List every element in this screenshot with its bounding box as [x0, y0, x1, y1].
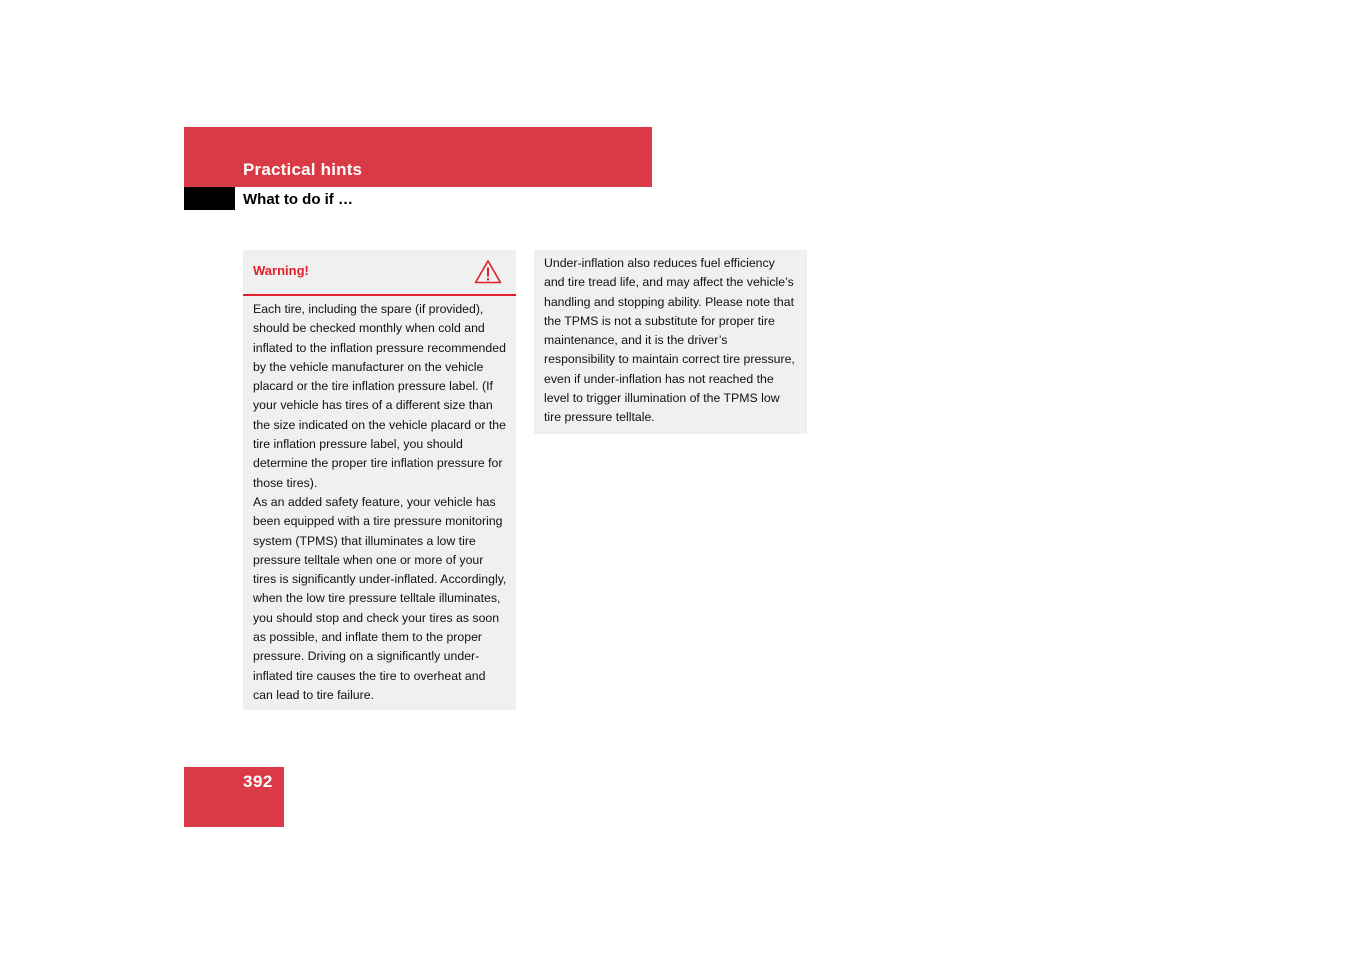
warning-label: Warning!	[253, 263, 309, 278]
info-box	[534, 250, 807, 434]
info-body	[534, 250, 807, 428]
section-title: Practical hints	[243, 160, 363, 179]
warning-paragraph: As an added safety feature, your vehicle has been equipped with a tire pressure monitoring system (TPMS) that illuminates a low tire pressure telltale when one or more of your tires is significantly under-inflated. Accordingly, when the low tire pressure telltale illuminates, you should stop and check your tires as soon as possible, and inflate them to the proper pressure. Driving on a significantly under-inflated tire causes the tire to overheat and can lead to tire failure.	[253, 494, 507, 702]
warning-header	[243, 250, 516, 296]
page-number: 392	[243, 772, 273, 791]
warning-body	[243, 296, 516, 705]
page-number-box	[184, 767, 284, 827]
warning-box	[243, 250, 516, 710]
info-paragraph: Under-inflation also reduces fuel efficiency and tire tread life, and may affect the vehicle’s handling and stopping ability. Please note that the TPMS is not a substitute for proper tire maintenance, and it is the driver’s responsibility to maintain correct tire pressure, even if under-inflation has not reached the level to trigger illumination of the TPMS low tire pressure telltale.	[544, 256, 795, 425]
warning-paragraph: Each tire, including the spare (if provided), should be checked monthly when cold and inflated to the inflation pressure recommended by the vehicle manufacturer on the vehicle placard or the tire inflation pressure label. (If your vehicle has tires of a different size than the size indicated on the vehicle placard or the tire inflation pressure label, you should determine the proper tire inflation pressure for those tires).	[253, 302, 506, 490]
section-tab-marker	[184, 187, 235, 210]
warning-triangle-icon	[474, 259, 502, 284]
subsection-title: What to do if …	[243, 191, 353, 208]
